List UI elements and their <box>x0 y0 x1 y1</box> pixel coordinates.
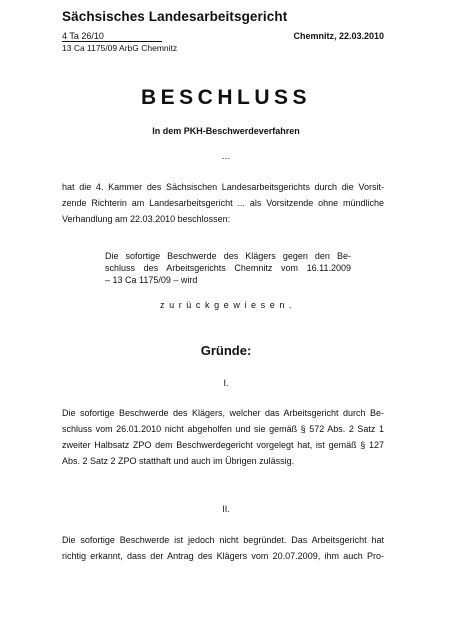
intro-line: zende Richterin am Landesarbeitsgericht ... als Vorsitzende ohne mündliche <box>62 198 384 208</box>
tenor-line: – 13 Ca 1175/09 – wird <box>105 275 198 285</box>
section-numeral-1: I. <box>223 378 229 388</box>
intro-paragraph <box>62 179 384 227</box>
rejected-statement: zurückgewiesen. <box>160 300 297 310</box>
section-2-paragraph <box>62 532 384 564</box>
place-date: Chemnitz, 22.03.2010 <box>293 31 384 41</box>
paragraph-line: richtig erkannt, dass der Antrag des Klägers vom 20.07.2009, ihm auch Pro- <box>62 551 384 561</box>
proceeding-line: In dem PKH-Beschwerdeverfahren <box>152 126 300 136</box>
paragraph-line: Die sofortige Beschwerde ist jedoch nicht begründet. Das Arbeitsgericht hat <box>62 535 384 545</box>
section-numeral-2: II. <box>222 504 230 514</box>
tenor-block <box>105 250 351 286</box>
tenor-line: Die sofortige Beschwerde des Klägers gegen den Be- <box>105 251 351 261</box>
case-reference-row <box>62 31 384 42</box>
paragraph-line: schluss vom 26.01.2010 nicht abgeholfen und sie gemäß § 572 Abs. 2 Satz 1 <box>62 424 384 434</box>
section-1-paragraph <box>62 405 384 469</box>
court-name: Sächsisches Landesarbeitsgericht <box>62 9 288 24</box>
paragraph-line: Die sofortige Beschwerde des Klägers, welcher das Arbeitsgericht durch Be- <box>62 408 384 418</box>
intro-line: hat die 4. Kammer des Sächsischen Landesarbeitsgerichts durch die Vorsit- <box>62 182 384 192</box>
reasons-heading: Gründe: <box>200 343 252 358</box>
tenor-line: schluss des Arbeitsgerichts Chemnitz vom 16.11.2009 <box>105 263 351 273</box>
document-title: BESCHLUSS <box>140 86 312 109</box>
intro-line: Verhandlung am 22.03.2010 beschlossen: <box>62 214 231 224</box>
case-number: 4 Ta 26/10 <box>62 31 162 42</box>
omitted-parties-ellipsis: … <box>221 151 231 161</box>
paragraph-line: zweiter Halbsatz ZPO dem Beschwerdegericht vorgelegt hat, ist gemäß § 127 <box>62 440 384 450</box>
paragraph-line: Abs. 2 Satz 2 ZPO statthaft und auch im Übrigen zulässig. <box>62 456 295 466</box>
lower-court-case-number: 13 Ca 1175/09 ArbG Chemnitz <box>62 43 178 53</box>
